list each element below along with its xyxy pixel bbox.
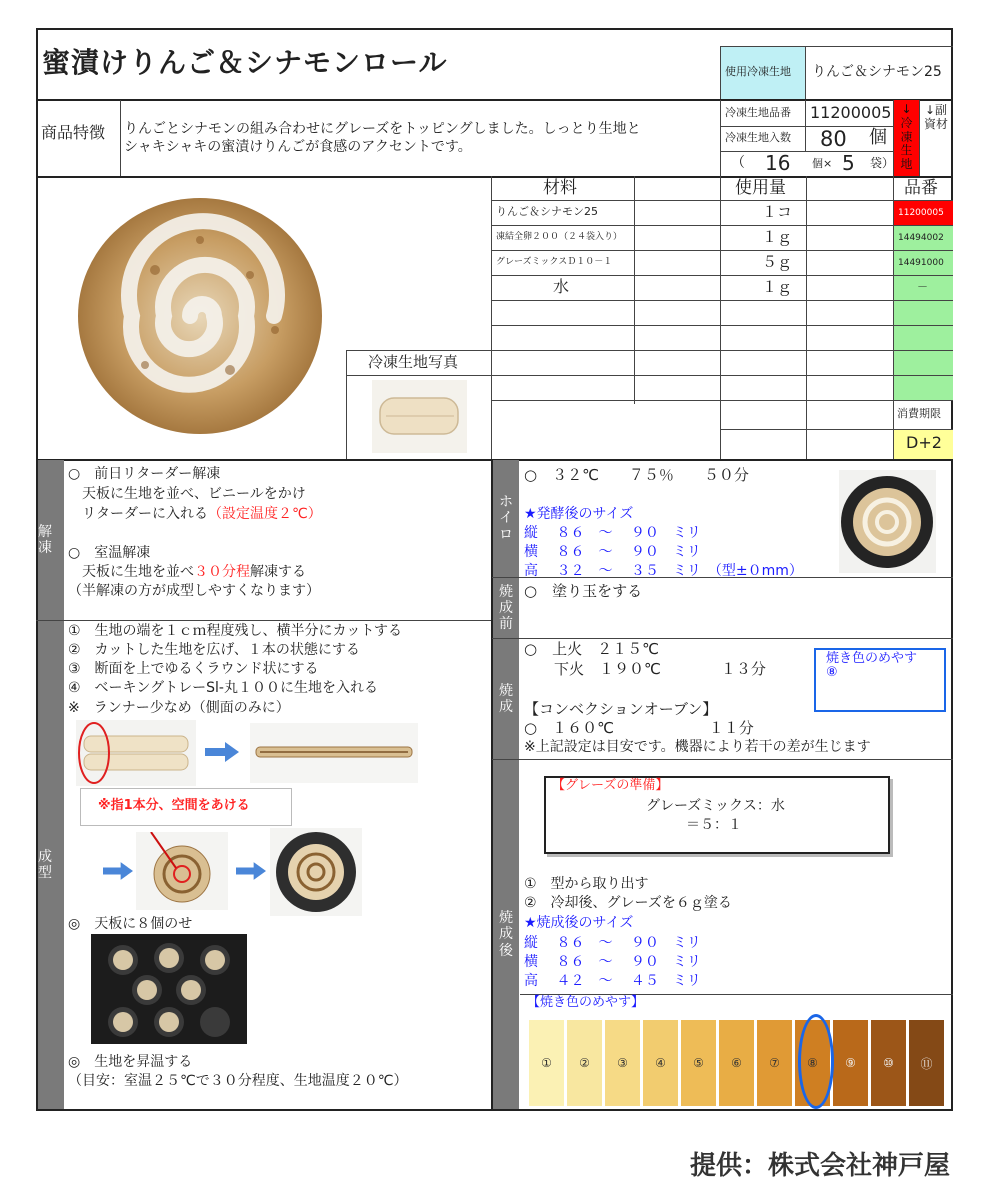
frozen-tag-label: ↓冷凍生地	[900, 102, 913, 172]
proof-side-label: ホ イ ロ	[493, 460, 519, 577]
color-swatch-9: ⑨	[833, 1020, 868, 1106]
bake-top-heat: ○ 上火 ２１５℃	[524, 640, 659, 658]
pack-pcs: 16	[765, 151, 791, 175]
color-swatch-11: ⑪	[909, 1020, 944, 1106]
color-swatch-10: ⑩	[871, 1020, 906, 1106]
material-code-4: －	[917, 280, 928, 293]
postbake-size-width: 横 ８６ ～ ９０ ミリ	[524, 954, 701, 970]
feature-label: 商品特徴	[41, 123, 106, 142]
material-code-1: 11200005	[898, 208, 944, 218]
product-photo	[60, 180, 345, 452]
shaping-step-8: （目安：室温２５℃で３０分程度、生地温度２０℃）	[68, 1073, 408, 1089]
opened-dough-photo	[250, 723, 418, 783]
material-amount-3: ５ｇ	[762, 253, 793, 271]
thaw-side-label: 解凍	[38, 460, 64, 620]
proof-size-length: 縦 ８６ ～ ９０ ミリ	[524, 525, 701, 541]
shaping-note: ※指1本分、空間をあける	[98, 798, 250, 813]
thaw-line-6: （半解凍の方が成型しやすくなります）	[68, 583, 320, 599]
code-cells-sub	[894, 226, 953, 400]
shaping-step-7: ◎ 生地を昇温する	[68, 1054, 193, 1070]
pack-open: （	[731, 155, 745, 171]
thaw-line-3: リターダーに入れる（設定温度２℃）	[68, 506, 322, 522]
thaw-line-1: ○ 前日リターダー解凍	[68, 466, 221, 482]
material-name-4: 水	[553, 277, 570, 296]
postbake-size-length: 縦 ８６ ～ ９０ ミリ	[524, 935, 701, 951]
color-swatch-7: ⑦	[757, 1020, 792, 1106]
baking-tray-photo	[91, 934, 247, 1044]
color-swatch-3: ③	[605, 1020, 640, 1106]
frozen-photo-label: 冷凍生地写真	[368, 353, 459, 371]
postbake-size-title: ★焼成後のサイズ	[524, 915, 634, 931]
dough-label: 使用冷凍生地	[725, 65, 791, 78]
shaping-step-6: ◎ 天板に８個のせ	[68, 916, 193, 932]
shaping-step-1: ① 生地の端を１ｃｍ程度残し、横半分にカットする	[68, 623, 402, 639]
color-guide-label: 焼き色のめやす	[826, 651, 918, 666]
credit: 提供：株式会社神戸屋	[690, 1151, 951, 1181]
arrow-right-icon	[236, 862, 266, 880]
postbake-side-label: 焼 成 後	[493, 760, 519, 1109]
cut-dough-photo	[76, 720, 196, 786]
arrow-right-icon	[205, 742, 239, 762]
material-name-3: グレーズミックスＤ１０－１	[496, 257, 613, 267]
col-code: 品番	[904, 178, 938, 198]
proof-size-title: ★発酵後のサイズ	[524, 506, 634, 522]
sub-tag-label: ↓副資材	[924, 103, 949, 132]
color-swatch-5: ⑤	[681, 1020, 716, 1106]
count-label: 冷凍生地入数	[725, 131, 791, 144]
proof-size-width: 横 ８６ ～ ９０ ミリ	[524, 544, 701, 560]
proofed-dough-photo	[839, 470, 936, 573]
shaping-step-4: ④ ベーキングトレーSl-丸１００に生地を入れる	[68, 680, 378, 696]
shaping-step-3: ③ 断面を上でゆるくラウンド状にする	[68, 661, 319, 677]
selected-color-marker	[798, 1014, 834, 1109]
postbake-step-1: ① 型から取り出す	[524, 876, 649, 892]
glaze-title: 【グレーズの準備】	[552, 778, 669, 793]
bake-convection-title: 【コンベクションオーブン】	[524, 700, 718, 718]
bake-note: ※上記設定は目安です。機器により若干の差が生じます	[524, 739, 871, 755]
proof-condition: ○ ３２℃ ７５％ ５０分	[524, 466, 749, 484]
color-swatch-1: ①	[529, 1020, 564, 1106]
bake-bottom-heat: 下火 １９０℃ １３分	[524, 660, 766, 678]
arrow-right-icon	[103, 862, 133, 880]
material-name-2: 凍結全卵２００（２４袋入り）	[496, 232, 623, 242]
code-label: 冷凍生地品番	[725, 106, 791, 119]
color-swatch-8: ⑧	[795, 1020, 830, 1106]
prebake-side-label: 焼 成 前	[493, 578, 519, 638]
rolled-dough-photo	[136, 832, 228, 910]
color-swatch-4: ④	[643, 1020, 678, 1106]
material-amount-1: １コ	[762, 203, 793, 221]
color-scale-title: 【焼き色のめやす】	[527, 995, 645, 1010]
expiry-value: D+2	[906, 433, 942, 452]
pack-bags-unit: 袋）	[870, 156, 895, 170]
color-swatch-2: ②	[567, 1020, 602, 1106]
count-value: 80	[820, 127, 847, 151]
pack-bags: 5	[842, 151, 855, 175]
col-material: 材料	[543, 178, 577, 198]
expiry-label: 消費期限	[897, 407, 941, 420]
glaze-ratio-line-1: グレーズミックス：水	[646, 798, 785, 814]
material-code-3: 14491000	[898, 258, 944, 268]
shaping-step-5: ※ ランナー少なめ（側面のみに）	[68, 700, 290, 716]
proof-size-height: 高 ３２ ～ ３５ ミリ （型±０mm）	[524, 563, 803, 579]
postbake-step-2: ② 冷却後、グレーズを６ｇ塗る	[524, 895, 732, 911]
color-swatch-6: ⑥	[719, 1020, 754, 1106]
shaping-step-2: ② カットした生地を広げ、１本の状態にする	[68, 642, 360, 658]
feature-line-1: りんごとシナモンの組み合わせにグレーズをトッピングしました。しっとり生地と	[124, 121, 641, 137]
material-amount-4: １ｇ	[762, 278, 793, 296]
bake-side-label: 焼 成	[493, 639, 519, 759]
dough-value: りんご＆シナモン25	[812, 64, 942, 80]
postbake-size-height: 高 ４２ ～ ４５ ミリ	[524, 973, 701, 989]
col-amount: 使用量	[735, 178, 786, 198]
code-value: 11200005	[810, 103, 892, 122]
dough-in-tray-photo	[270, 828, 362, 916]
thaw-line-2: 天板に生地を並べ、ビニールをかけ	[68, 486, 306, 502]
thaw-line-5: 天板に生地を並べ３０分程解凍する	[68, 564, 306, 580]
pack-pcs-unit: 個×	[812, 157, 833, 170]
material-name-1: りんご＆シナモン25	[496, 205, 598, 218]
prebake-step: ○ 塗り玉をする	[524, 582, 643, 600]
color-guide-number: ⑧	[826, 665, 838, 680]
count-unit: 個	[869, 127, 887, 148]
page-title: 蜜漬けりんご＆シナモンロール	[42, 46, 448, 79]
feature-line-2: シャキシャキの蜜漬けりんごが食感のアクセントです。	[124, 139, 472, 155]
material-amount-2: １ｇ	[762, 228, 793, 246]
thaw-line-4: ○ 室温解凍	[68, 545, 151, 561]
bake-convection-temp: ○ １６０℃ １１分	[524, 719, 754, 737]
glaze-ratio-line-2: ＝５：１	[686, 817, 742, 833]
shaping-side-label: 成型	[38, 621, 64, 1109]
material-code-2: 14494002	[898, 233, 944, 243]
frozen-dough-photo	[372, 380, 467, 453]
